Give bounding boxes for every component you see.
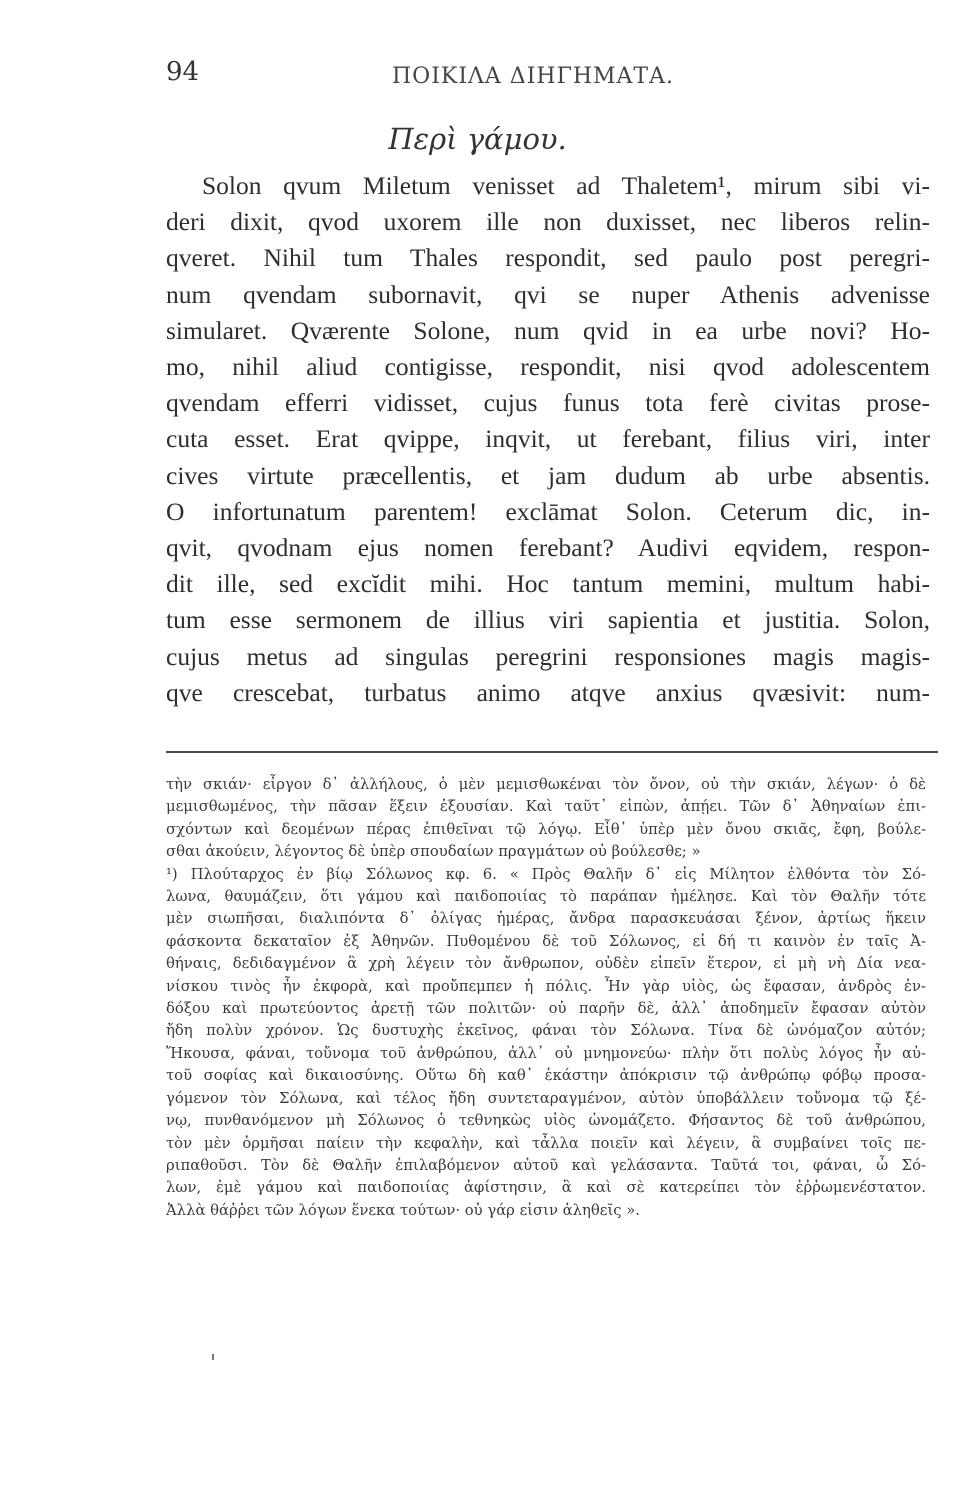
footnote-line: θήναις, δεδιδαγμένον ἃ χρὴ λέγειν τὸν ἄνθρωπον, οὐδὲν εἰπεῖν ἕτερον, εἰ μὴ νὴ Δία νεα- [166, 955, 926, 973]
main-text-line: qveret. Nihil tum Thales respondit, sed paulo post peregri- [166, 243, 930, 273]
footnote-line: γόμενον τὸν Σόλωνα, καὶ τέλος ἤδη συντεταραγμένον, αὐτὸν ὑποβάλλειν τοὔνομα τῷ ξέ- [166, 1089, 926, 1107]
print-mark [212, 1354, 214, 1360]
main-text-line: num qvendam subornavit, qvi se nuper Athenis advenisse [166, 279, 930, 309]
footnote-line: νῳ, πυνθανόμενον μὴ Σόλωνος ὁ τεθνηκὼς υἱὸς ὠνομάζετο. Φήσαντος δὲ τοῦ ἀνθρώπου, [166, 1112, 926, 1130]
main-text-line: qvendam efferri vidisset, cujus funus tota ferè civitas prose- [166, 388, 930, 418]
main-text-line: cujus metus ad singulas peregrini responsiones magis magis- [166, 641, 930, 671]
footnote-line: λωνα, θαυμάζειν, ὅτι γάμου καὶ παιδοποιίας τὸ παράπαν ἠμέλησε. Καὶ τὸν Θαλῆν τότε [166, 888, 926, 906]
main-text-line: O infortunatum parentem! exclāmat Solon. Ceterum dic, in- [166, 496, 930, 526]
footnote-line: τοῦ σοφίας καὶ δικαιοσύνης. Οὕτω δὴ καθ᾽ ἑκάστην ἀπόκρισιν τῷ ἀνθρώπῳ φόβῳ προσα- [166, 1067, 926, 1085]
main-text-line: mo, nihil aliud contigisse, respondit, nisi qvod adolescentem [166, 352, 930, 382]
footnote-line: ἤδη πολὺν χρόνον. Ὡς δυστυχὴς ἐκεῖνος, φάναι τὸν Σόλωνα. Τίνα δὲ ὠνόμαζον αὐτόν; [166, 1022, 926, 1040]
main-text-line: simularet. Qværente Solone, num qvid in ea urbe novi? Ho- [166, 315, 930, 345]
footnote-line: τὸν μὲν ὁρμῆσαι παίειν τὴν κεφαλὴν, καὶ τἆλλα ποιεῖν καὶ λέγειν, ἃ συμβαίνει τοῖς πε- [166, 1134, 926, 1152]
footnote-line: ¹) Πλούταρχος ἐν βίῳ Σόλωνος κφ. 6. « Πρὸς Θαλῆν δ᾽ εἰς Μίλητον ἐλθόντα τὸν Σό- [166, 865, 926, 883]
main-text-line: qvit, qvodnam ejus nomen ferebant? Audivi eqvidem, respon- [166, 533, 930, 563]
footnote-line: Ἀλλὰ θάῤῥει τῶν λόγων ἕνεκα τούτων· οὐ γάρ εἰσιν ἀληθεῖς ». [166, 1201, 641, 1219]
footnotes [166, 774, 926, 1222]
footnote-divider [166, 751, 938, 753]
main-text-line: deri dixit, qvod uxorem ille non duxisset, nec liberos relin- [166, 207, 930, 237]
main-text [166, 168, 930, 711]
footnote-line: μὲν σιωπῆσαι, διαλιπόντα δ᾽ ὀλίγας ἡμέρας, ἄνδρα παρασκευάσαι ξένον, ἀρτίως ἥκειν [166, 910, 926, 928]
page-number: 94 [166, 57, 200, 87]
footnote-line: Ἤκουσα, φάναι, τοὔνομα τοῦ ἀνθρώπου, ἀλλ᾽ οὐ μνημονεύω· πλὴν ὅτι πολὺς λόγος ἦν αὐ- [166, 1044, 926, 1062]
footnote-line: τὴν σκιάν· εἶργον δ᾽ ἀλλήλους, ὁ μὲν μεμισθωκέναι τὸν ὄνον, οὐ τὴν σκιάν, λέγων· ὁ δὲ [166, 776, 926, 793]
main-text-line: tum esse sermonem de illius viri sapientia et justitia. Solon, [166, 605, 930, 635]
main-text-line: qve crescebat, turbatus animo atqve anxius qvæsivit: num- [166, 677, 930, 707]
footnote-line: λων, ἐμὲ γάμου καὶ παιδοποιίας ἀφίστησιν, ἃ καὶ σὲ κατερείπει τὸν ἐῤῥωμενέστατον. [166, 1179, 926, 1197]
running-title: ΠΟΙΚΙΛΑ ΔΙΗΓΗΜΑΤΑ. [392, 64, 674, 89]
footnote-line: ριπαθοῦσι. Τὸν δὲ Θαλῆν ἐπιλαβόμενον αὐτοῦ καὶ γελάσαντα. Ταῦτά τοι, φάναι, ὦ Σό- [166, 1156, 926, 1174]
section-title: Περὶ γάμου. [388, 122, 567, 156]
main-text-line: cuta esset. Erat qvippe, inqvit, ut ferebant, filius viri, inter [166, 424, 930, 454]
footnote-line: φάσκοντα δεκαταῖον ἐξ Ἀθηνῶν. Πυθομένου δὲ τοῦ Σόλωνος, εἰ δή τι καινὸν ἐν ταῖς Ἀ- [166, 932, 926, 950]
footnote-line: μεμισθωμένος, τὴν πᾶσαν ἕξειν ἐξουσίαν. Καὶ ταῦτ᾽ εἰπὼν, ἀπῄει. Τῶν δ᾽ Ἀθηναίων ἐπι- [166, 798, 926, 816]
footnote-line: σθαι ἀκούειν, λέγοντος δὲ ὑπὲρ σπουδαίων πραγμάτων οὐ βούλεσθε; » [166, 843, 701, 861]
main-text-line: cives virtute præcellentis, et jam dudum ab urbe absentis. [166, 460, 930, 490]
footnote-line: νίσκου τινὸς ἦν ἐκφορὰ, καὶ προὔπεμπεν ἡ πόλις. Ἦν γὰρ υἱὸς, ὡς ἔφασαν, ἀνδρὸς ἐν- [166, 977, 926, 995]
main-text-line: dit ille, sed excĭdit mihi. Hoc tantum memini, multum habi- [166, 569, 930, 599]
footnote-line: δόξου καὶ πρωτεύοντος ἀρετῇ τῶν πολιτῶν· οὐ παρῆν δὲ, ἀλλ᾽ ἀποδημεῖν ἔφασαν αὐτὸν [166, 1000, 926, 1018]
main-text-line: Solon qvum Miletum venisset ad Thaletem¹, mirum sibi vi- [202, 171, 930, 200]
footnote-line: σχόντων καὶ δεομένων πέρας ἐπιθεῖναι τῷ λόγῳ. Εἶθ᾽ ὑπὲρ μὲν ὄνου σκιᾶς, ἔφη, βούλε- [166, 820, 926, 838]
